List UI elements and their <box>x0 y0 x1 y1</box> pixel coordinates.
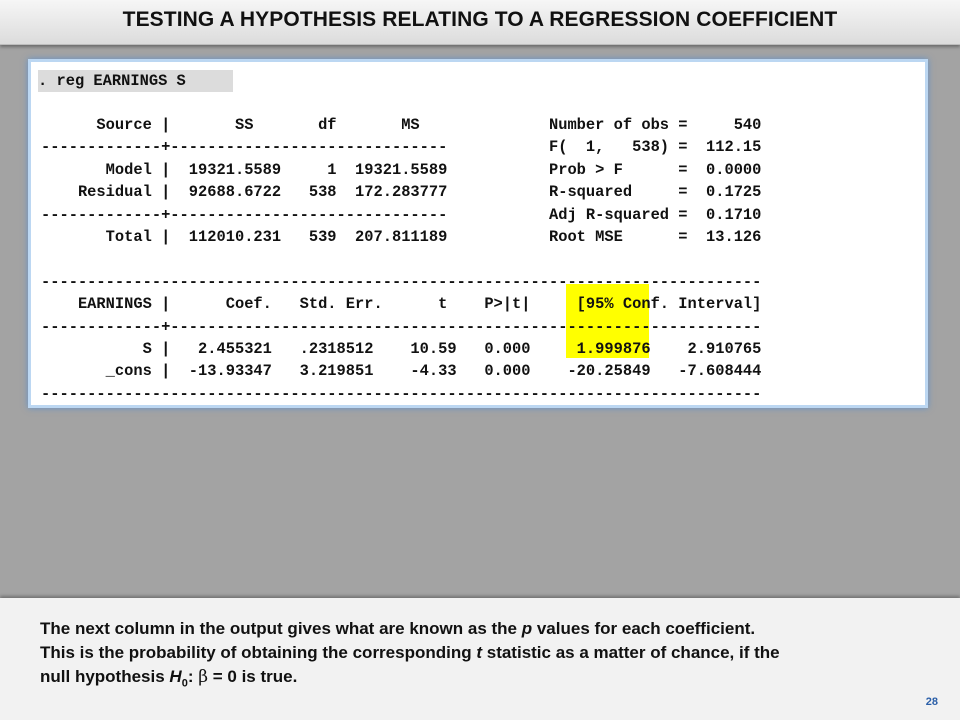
output-line: _cons | -13.93347 3.219851 -4.33 0.000 -20.25849 -7.608444 <box>41 362 762 381</box>
note-line-3: null hypothesis $H_0$: β = 0 is true. <box>40 667 298 690</box>
page-number: 28 <box>925 696 938 708</box>
output-line: -------------+------------------------------ Adj R-squared = 0.1710 <box>41 205 762 224</box>
output-line: ------------------------------------------------------------------------------ <box>41 272 762 291</box>
regression-output <box>41 114 761 405</box>
notes-bar <box>0 598 960 720</box>
output-line: S | 2.455321 .2318512 10.59 0.000 1.999876 2.910765 <box>41 339 762 358</box>
output-line: ------------------------------------------------------------------------------ <box>41 384 762 403</box>
output-line: Total | 112010.231 539 207.811189 Root MSE = 13.126 <box>41 227 762 246</box>
output-line: Residual | 92688.6722 538 172.283777 R-squared = 0.1725 <box>41 183 762 202</box>
stata-command: . reg EARNINGS S <box>38 70 233 92</box>
output-line: -------------+---------------------------------------------------------------- <box>41 317 762 336</box>
output-line: -------------+------------------------------ F( 1, 538) = 112.15 <box>41 138 762 157</box>
output-line: EARNINGS | Coef. Std. Err. t P>|t| [95% Conf. Interval] <box>41 295 762 314</box>
output-line <box>41 248 761 270</box>
note-line-1: The next column in the output gives what are known as the p values for each coefficient. <box>40 619 756 638</box>
title-bar <box>0 0 960 45</box>
note-line-2: This is the probability of obtaining the corresponding t statistic as a matter of chance, if the <box>40 643 780 662</box>
explanation-text <box>40 617 930 695</box>
stata-output-panel <box>28 59 928 408</box>
output-line: Source | SS df MS Number of obs = 540 <box>41 116 762 134</box>
slide-title: TESTING A HYPOTHESIS RELATING TO A REGRESSION COEFFICIENT <box>122 8 838 31</box>
output-line: Model | 19321.5589 1 19321.5589 Prob > F = 0.0000 <box>41 160 762 179</box>
